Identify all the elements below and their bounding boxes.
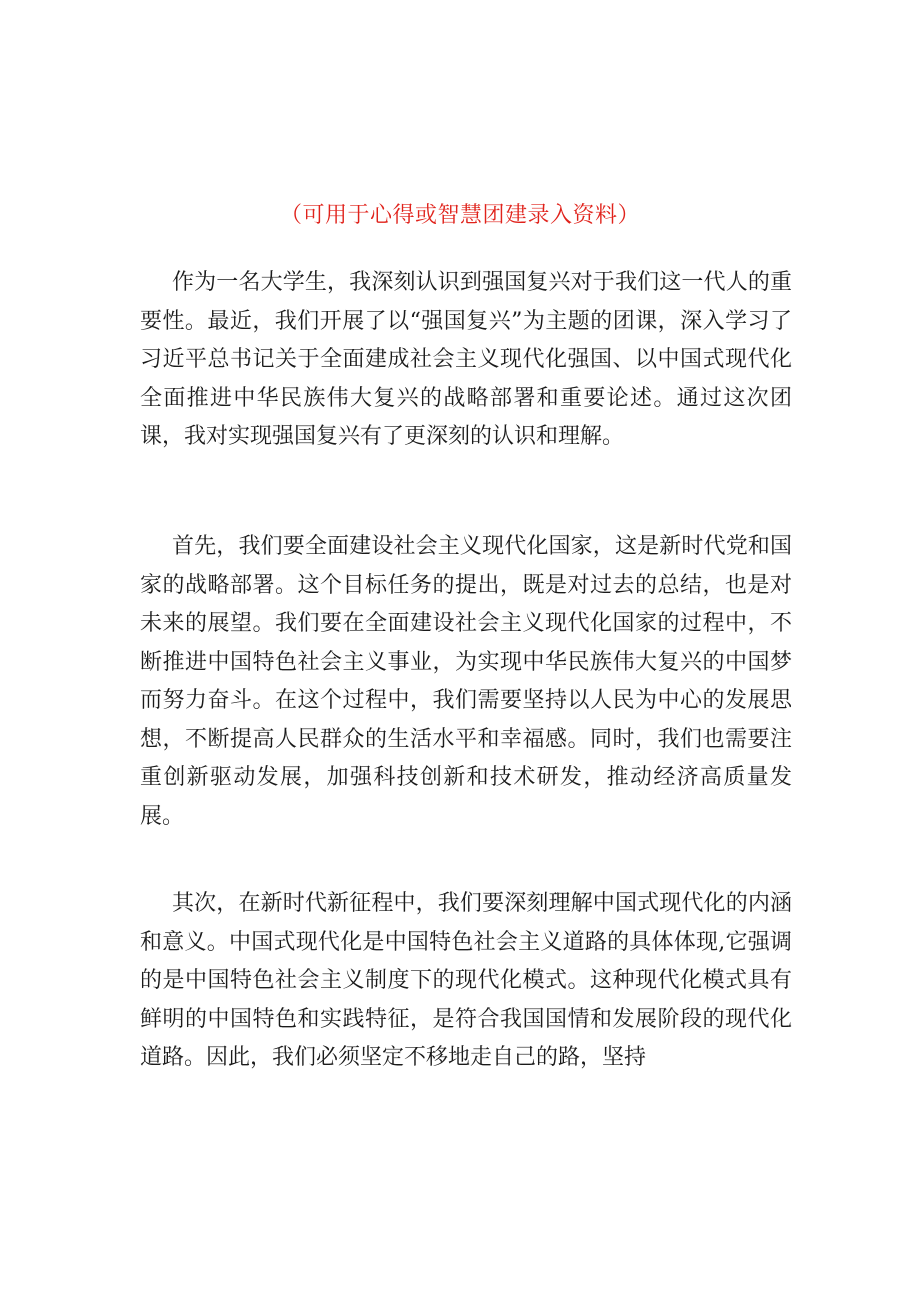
paragraph-intro: 作为一名大学生，我深刻认识到强国复兴对于我们这一代人的重要性。最近，我们开展了以“强国复兴”为主题的团课，深入学习了习近平总书记关于全面建成社会主义现代化强国、以中国式现代化全面推进中华民族伟大复兴的战略部署和重要论述。通过这次团课，我对实现强国复兴有了更深刻的认识和理解。 [140,270,792,449]
document-subtitle: （可用于心得或智慧团建录入资料） [279,203,640,228]
paragraph-second-point: 其次，在新时代新征程中，我们要深刻理解中国式现代化的内涵和意义。中国式现代化是中国特色社会主义道路的具体体现,它强调的是中国特色社会主义制度下的现代化模式。这种现代化模式具有鲜明的中国特色和实践特征，是符合我国国情和发展阶段的现代化道路。因此，我们必须坚定不移地走自己的路，坚持 [140,891,792,1070]
paragraph-first-point: 首先，我们要全面建设社会主义现代化国家，这是新时代党和国家的战略部署。这个目标任务的提出，既是对过去的总结，也是对未来的展望。我们要在全面建设社会主义现代化国家的过程中，不断推进中国特色社会主义事业，为实现中华民族伟大复兴的中国梦而努力奋斗。在这个过程中，我们需要坚持以人民为中心的发展思想，不断提高人民群众的生活水平和幸福感。同时，我们也需要注重创新驱动发展，加强科技创新和技术研发，推动经济高质量发展。 [140,534,792,829]
